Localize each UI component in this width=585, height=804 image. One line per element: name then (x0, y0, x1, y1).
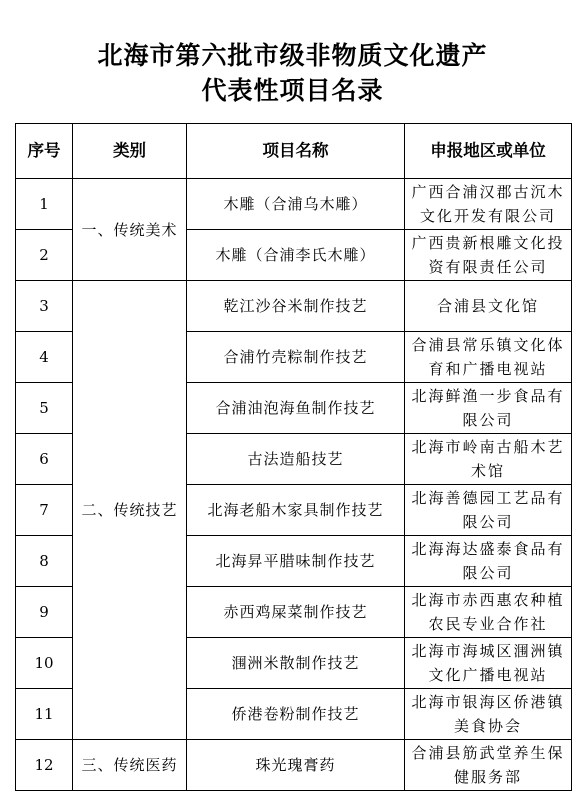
row-number: 10 (16, 638, 73, 689)
table-row (16, 740, 572, 791)
declaring-unit: 合浦县筋武堂养生保健服务部 (405, 740, 572, 791)
table-row (16, 179, 572, 230)
row-number: 7 (16, 485, 73, 536)
heritage-table (15, 123, 572, 791)
project-name: 赤西鸡屎菜制作技艺 (187, 587, 405, 638)
table-row (16, 281, 572, 332)
project-name: 北海昇平腊味制作技艺 (187, 536, 405, 587)
row-number: 4 (16, 332, 73, 383)
page-subtitle: 代表性项目名录 (201, 76, 384, 105)
row-number: 8 (16, 536, 73, 587)
declaring-unit: 广西贵新根雕文化投资有限责任公司 (405, 230, 572, 281)
declaring-unit: 合浦县常乐镇文化体育和广播电视站 (405, 332, 572, 383)
declaring-unit: 广西合浦汉郡古沉木文化开发有限公司 (405, 179, 572, 230)
project-name: 乾江沙谷米制作技艺 (187, 281, 405, 332)
declaring-unit: 合浦县文化馆 (405, 281, 572, 332)
row-number: 6 (16, 434, 73, 485)
declaring-unit: 北海善德园工艺品有限公司 (405, 485, 572, 536)
row-number: 2 (16, 230, 73, 281)
declaring-unit: 北海市海城区涠洲镇文化广播电视站 (405, 638, 572, 689)
header-project-name: 项目名称 (187, 124, 405, 179)
category-cell: 三、传统医药 (73, 740, 187, 791)
row-number: 1 (16, 179, 73, 230)
declaring-unit: 北海市岭南古船木艺术馆 (405, 434, 572, 485)
declaring-unit: 北海市银海区侨港镇美食协会 (405, 689, 572, 740)
project-name: 涠洲米散制作技艺 (187, 638, 405, 689)
row-number: 11 (16, 689, 73, 740)
project-name: 合浦油泡海鱼制作技艺 (187, 383, 405, 434)
project-name: 侨港卷粉制作技艺 (187, 689, 405, 740)
project-name: 北海老船木家具制作技艺 (187, 485, 405, 536)
declaring-unit: 北海海达盛泰食品有限公司 (405, 536, 572, 587)
header-number: 序号 (16, 124, 73, 179)
header-category: 类别 (73, 124, 187, 179)
category-cell: 一、传统美术 (73, 179, 187, 281)
declaring-unit: 北海鲜渔一步食品有限公司 (405, 383, 572, 434)
table-header-row (16, 124, 572, 179)
row-number: 5 (16, 383, 73, 434)
category-cell: 二、传统技艺 (73, 281, 187, 740)
project-name: 木雕（合浦李氏木雕） (187, 230, 405, 281)
project-name: 珠光瑰膏药 (187, 740, 405, 791)
declaring-unit: 北海市赤西惠农种植农民专业合作社 (405, 587, 572, 638)
page-title: 北海市第六批市级非物质文化遗产 (97, 41, 488, 70)
project-name: 合浦竹壳粽制作技艺 (187, 332, 405, 383)
project-name: 古法造船技艺 (187, 434, 405, 485)
row-number: 3 (16, 281, 73, 332)
project-name: 木雕（合浦乌木雕） (187, 179, 405, 230)
row-number: 9 (16, 587, 73, 638)
header-unit: 申报地区或单位 (405, 124, 572, 179)
row-number: 12 (16, 740, 73, 791)
